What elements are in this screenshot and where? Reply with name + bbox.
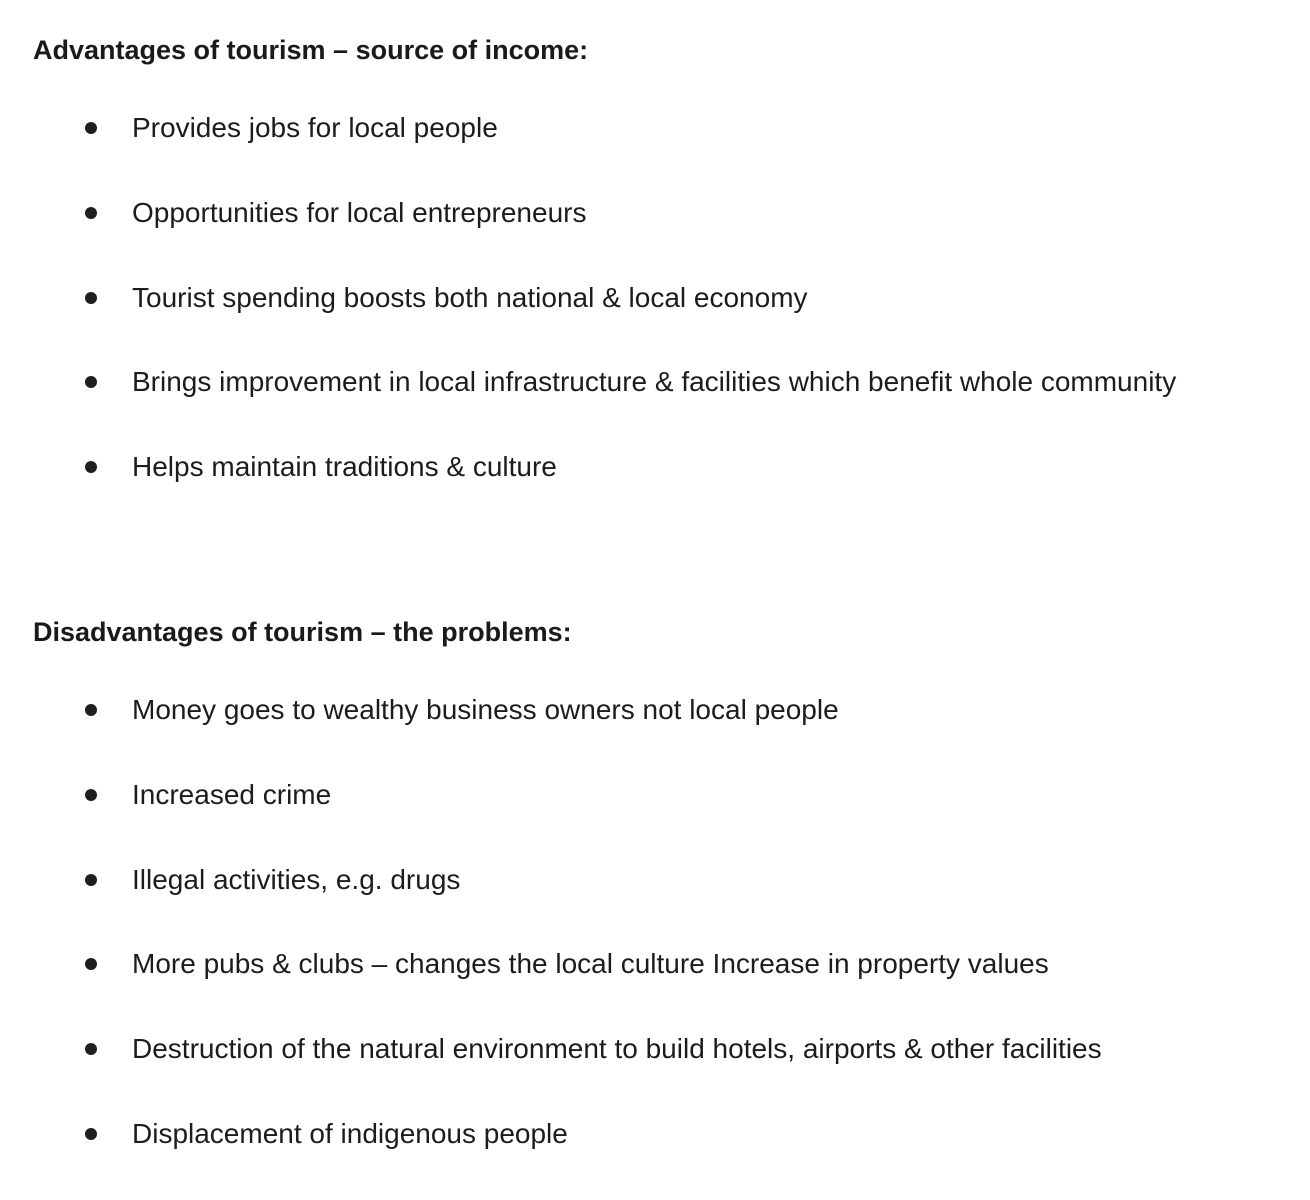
advantages-list	[33, 109, 1293, 533]
list-item-text: Destruction of the natural environment to build hotels, airports & other facilities	[132, 1033, 1102, 1065]
list-item-text: Provides jobs for local people	[132, 112, 498, 143]
bullet-icon	[85, 958, 97, 970]
bullet-icon	[85, 122, 97, 134]
bullet-icon	[85, 789, 97, 801]
bullet-icon	[85, 376, 97, 388]
list-item-text: Helps maintain traditions & culture	[132, 451, 557, 483]
disadvantages-list	[33, 691, 1293, 1200]
bullet-icon	[85, 1128, 97, 1140]
list-item	[33, 194, 1293, 279]
bullet-icon	[85, 874, 97, 886]
list-item	[33, 363, 1293, 448]
list-item	[33, 1030, 1293, 1115]
list-item	[33, 448, 1293, 533]
bullet-icon	[85, 1043, 97, 1055]
advantages-section	[33, 28, 1293, 533]
list-item-text: Increased crime	[132, 778, 332, 810]
bullet-icon	[85, 461, 97, 473]
bullet-icon	[85, 207, 97, 219]
disadvantages-section	[33, 610, 1293, 1200]
list-item	[33, 861, 1293, 946]
bullet-icon	[85, 704, 97, 716]
list-item-text: Displacement of indigenous people	[132, 1117, 568, 1149]
list-item	[33, 279, 1293, 364]
list-item-text: Illegal activities, e.g. drugs	[132, 863, 461, 895]
list-item	[33, 691, 1293, 776]
list-item	[33, 945, 1293, 1030]
list-item	[33, 109, 1293, 194]
list-item	[33, 1115, 1293, 1200]
disadvantages-heading: Disadvantages of tourism – the problems:	[33, 617, 572, 647]
list-item-text: Opportunities for local entrepreneurs	[132, 196, 587, 228]
list-item-text: Brings improvement in local infrastructure & facilities which benefit whole community	[132, 366, 1177, 398]
bullet-icon	[85, 292, 97, 304]
advantages-heading: Advantages of tourism – source of income:	[33, 35, 589, 65]
list-item-text: More pubs & clubs – changes the local culture Increase in property values	[132, 948, 1049, 980]
list-item	[33, 776, 1293, 861]
list-item-text: Money goes to wealthy business owners not local people	[132, 694, 839, 725]
list-item-text: Tourist spending boosts both national & local economy	[132, 281, 808, 313]
